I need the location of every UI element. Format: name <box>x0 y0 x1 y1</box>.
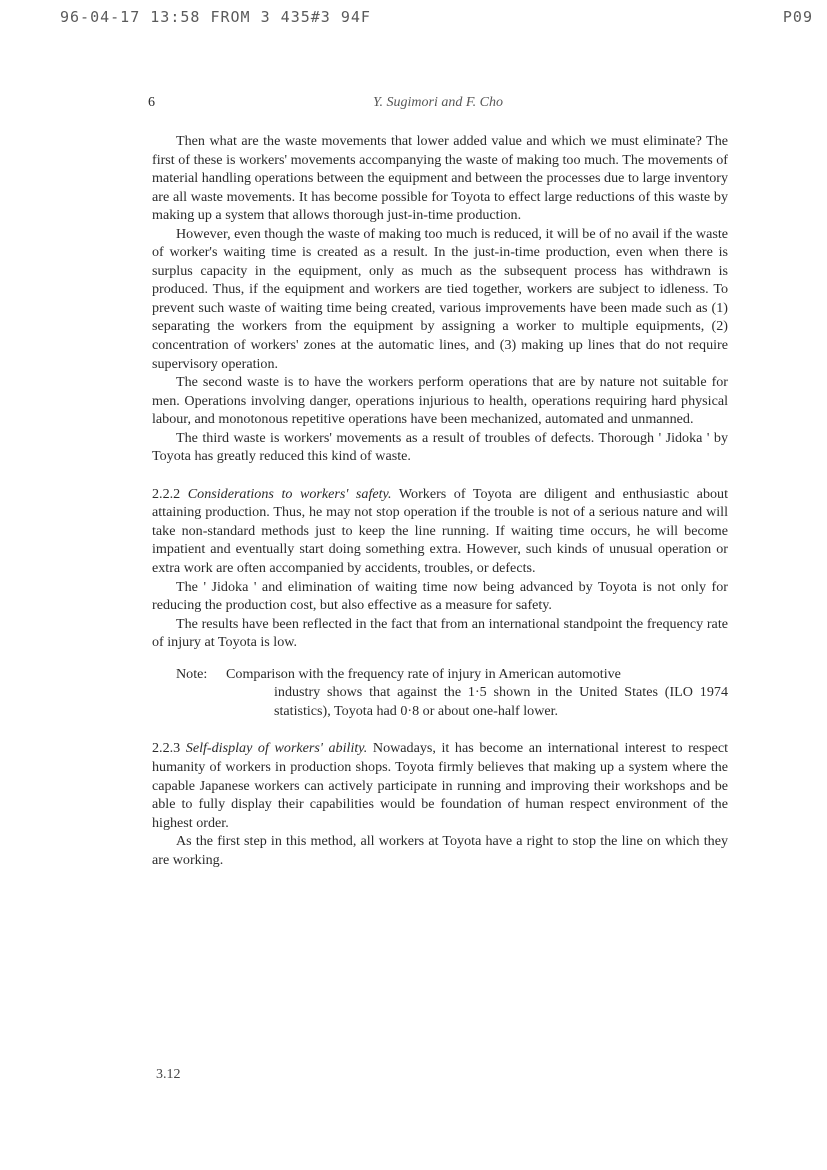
fax-transmission-header <box>60 8 813 30</box>
running-title: Y. Sugimori and F. Cho <box>373 95 503 110</box>
note-label: Note: <box>176 665 208 682</box>
note <box>152 665 728 721</box>
paragraph: Then what are the waste movements that lower added value and which we must eliminate? The first of these is workers' movements accompanying the waste of making too much. The movements of material handling operations between the equipment and between the processes due to large inventory are all waste movements. It has become possible for Toyota to effect large reductions of this waste by making up a system that allows thorough just-in-time production. <box>152 133 728 224</box>
section-title: Self-display of workers' ability. <box>185 740 368 757</box>
section-number: 2.2.3 <box>152 740 181 757</box>
paragraph: However, even though the waste of making too much is reduced, it will be of no avail if the waste of worker's waiting time is created as a result. In the just-in-time production, even when there is surplus capacity in the equipment, only as much as the subsequent process has withdrawn is produced. Thus, if the equipment and workers are tied together, workers are subject to idleness. To prevent such waste of waiting time being created, various improvements have been made such as (1) separating the workers from the equipment by assigning a worker to multiple equipments, (2) concentration of workers' zones at the automatic lines, and (3) making up lines that do not require supervisory operation. <box>152 225 728 372</box>
section-2-2-2 <box>152 485 728 578</box>
note-line: Comparison with the frequency rate of injury in American automotive <box>226 665 621 682</box>
body-text <box>152 132 728 869</box>
page-number: 6 <box>148 95 155 110</box>
fax-header-left: 96-04-17 13:58 FROM 3 435#3 94F <box>60 8 371 26</box>
section-number: 2.2.2 <box>152 485 181 502</box>
note-continuation: industry shows that against the 1·5 shown in the United States (ILO 1974 statistics), Toyota had 0·8 or about one-half lower. <box>274 684 728 719</box>
page-footer: 3.12 <box>156 1067 181 1082</box>
page-header <box>148 95 728 115</box>
note-text <box>226 665 728 721</box>
paragraph: As the first step in this method, all workers at Toyota have a right to stop the line on which they are working. <box>152 833 728 868</box>
paragraph: The results have been reflected in the fact that from an international standpoint the frequency rate of injury at Toyota is low. <box>152 615 728 651</box>
section-2-2-3 <box>152 739 728 832</box>
section-title: Considerations to workers' safety. <box>187 485 392 502</box>
paragraph: The second waste is to have the workers perform operations that are by nature not suitable for men. Operations involving danger, operations injurious to health, operations requiring hard physical labour, and monotonous repetitive operations have been mechanized, automated and unmanned. <box>152 374 728 428</box>
paragraph: The third waste is workers' movements as a result of troubles of defects. Thorough ' Jidoka ' by Toyota has greatly reduced this kind of waste. <box>152 429 728 465</box>
section-text: Nowadays, it has become an international interest to respect humanity of workers in production shops. Toyota firmly believes that making up a system where the capable Japanese workers can actively participate in running and improving their workshops and be able to fully display their capabilities would be foundation of human respect environment of the highest order. <box>152 740 729 831</box>
fax-page-number: P09 <box>782 8 813 26</box>
paragraph: The ' Jidoka ' and elimination of waiting time now being advanced by Toyota is not only for reducing the production cost, but also effective as a measure for safety. <box>152 578 728 614</box>
section-text: Workers of Toyota are diligent and enthusiastic about attaining production. Thus, he may not stop operation if the trouble is not of a serious nature and will take non-standard methods just to keep the line running. If waiting time occurs, he will become impatient and eventually start doing something extra. However, such kinds of unusual operation or extra work are often accompanied by accidents, troubles, or defects. <box>152 485 728 577</box>
